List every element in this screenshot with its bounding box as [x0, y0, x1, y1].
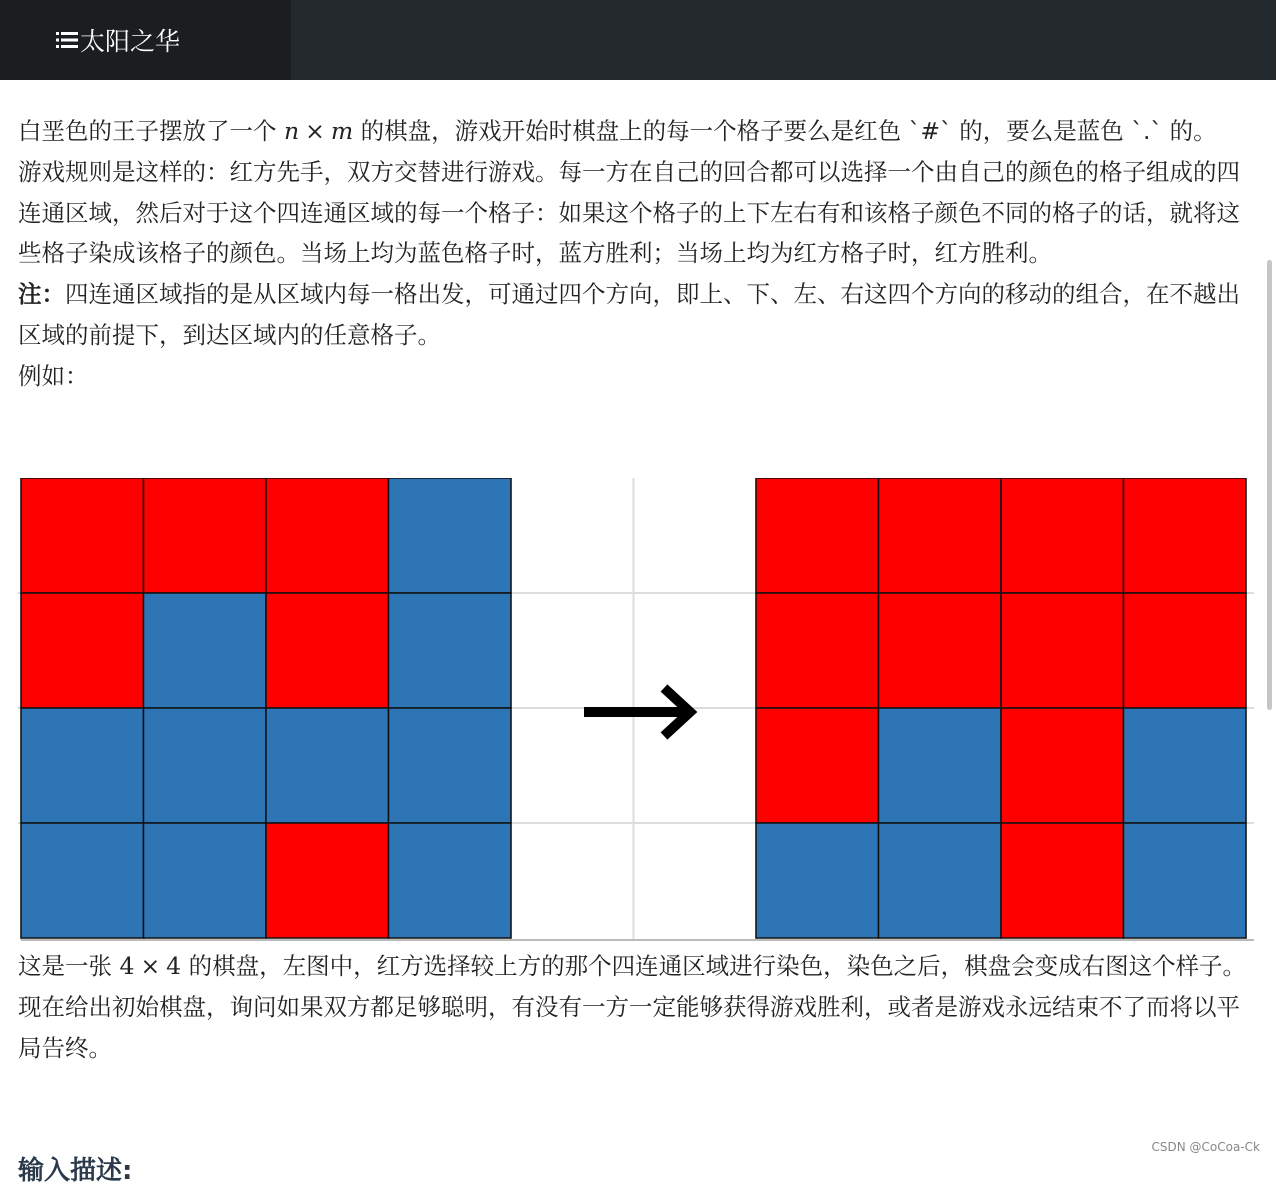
note-text: 四连通区域指的是从区域内每一格出发，可通过四个方向，即上、下、左、右这四个方向的移动的组合，在不越出区域的前提下，到达区域内的任意格子。	[18, 280, 1240, 349]
red-cell	[756, 708, 879, 823]
math-m: m	[330, 117, 354, 145]
paragraph-board-intro	[18, 111, 1248, 152]
watermark: CSDN @CoCoa-Ck	[1151, 1140, 1260, 1154]
blue-cell	[389, 708, 512, 823]
site-brand[interactable]	[0, 0, 291, 80]
math-4: 4	[166, 952, 182, 980]
paragraph-rules: 游戏规则是这样的：红方先手，双方交替进行游戏。每一方在自己的回合都可以选择一个由自己的颜色的格子组成的四连通区域，然后对于这个四连通区域的每一个格子：如果这个格子的上下左右有和该格子颜色不同的格子的话，就将这些格子染成该格子的颜色。当场上均为蓝色格子时，蓝方胜利；当场上均为红方格子时，红方胜利。	[18, 157, 1240, 268]
red-cell	[1001, 593, 1124, 708]
red-cell	[879, 478, 1002, 593]
blue-cell	[389, 823, 512, 938]
red-cell	[21, 478, 144, 593]
note-label: 注：	[18, 280, 65, 309]
red-cell	[266, 478, 389, 593]
red-cell	[879, 593, 1002, 708]
paragraph-example-explain	[18, 946, 1248, 987]
scrollbar-thumb[interactable]	[1267, 260, 1272, 710]
red-cell	[1001, 823, 1124, 938]
blue-cell	[144, 593, 267, 708]
red-cell	[1001, 708, 1124, 823]
red-cell	[1124, 593, 1247, 708]
blue-cell	[21, 708, 144, 823]
text-span: 这是一张	[18, 952, 120, 980]
math-n: n	[283, 117, 300, 145]
blue-cell	[879, 823, 1002, 938]
red-cell	[144, 478, 267, 593]
blue-cell	[144, 708, 267, 823]
list-icon	[56, 31, 78, 49]
example-label: 例如：	[18, 361, 89, 390]
left-board	[21, 478, 511, 938]
red-cell	[266, 823, 389, 938]
blue-cell	[1124, 708, 1247, 823]
math-times: ×	[140, 952, 161, 980]
text-span: 的棋盘，游戏开始时棋盘上的每一个格子要么是红色 `#` 的，要么是蓝色 `.` 的。	[353, 117, 1217, 145]
red-cell	[266, 593, 389, 708]
blue-cell	[21, 823, 144, 938]
blue-cell	[266, 708, 389, 823]
math-times: ×	[305, 117, 325, 145]
text-span: 白垩色的王子摆放了一个	[18, 117, 284, 145]
blue-cell	[389, 478, 512, 593]
blue-cell	[1124, 823, 1247, 938]
problem-description-continued	[18, 946, 1248, 1068]
red-cell	[756, 593, 879, 708]
blue-cell	[756, 823, 879, 938]
red-cell	[1001, 478, 1124, 593]
blue-cell	[144, 823, 267, 938]
right-board	[756, 478, 1246, 938]
paragraph-note	[18, 274, 1248, 356]
paragraph-question: 现在给出初始棋盘，询问如果双方都足够聪明，有没有一方一定能够获得游戏胜利，或者是游戏永远结束不了而将以平局告终。	[18, 992, 1240, 1062]
input-description-heading: 输入描述:	[18, 1156, 133, 1186]
example-boards-figure	[18, 478, 1254, 944]
blue-cell	[879, 708, 1002, 823]
right-arrow-icon	[584, 688, 690, 736]
site-title[interactable]: 太阳之华	[80, 27, 181, 56]
math-4: 4	[119, 952, 135, 980]
problem-description	[18, 111, 1248, 397]
red-cell	[21, 593, 144, 708]
top-navbar	[0, 0, 1276, 80]
red-cell	[756, 478, 879, 593]
text-span: 的棋盘，左图中，红方选择较上方的那个四连通区域进行染色，染色之后，棋盘会变成右图这个样子。	[181, 952, 1247, 980]
red-cell	[1124, 478, 1247, 593]
blue-cell	[389, 593, 512, 708]
